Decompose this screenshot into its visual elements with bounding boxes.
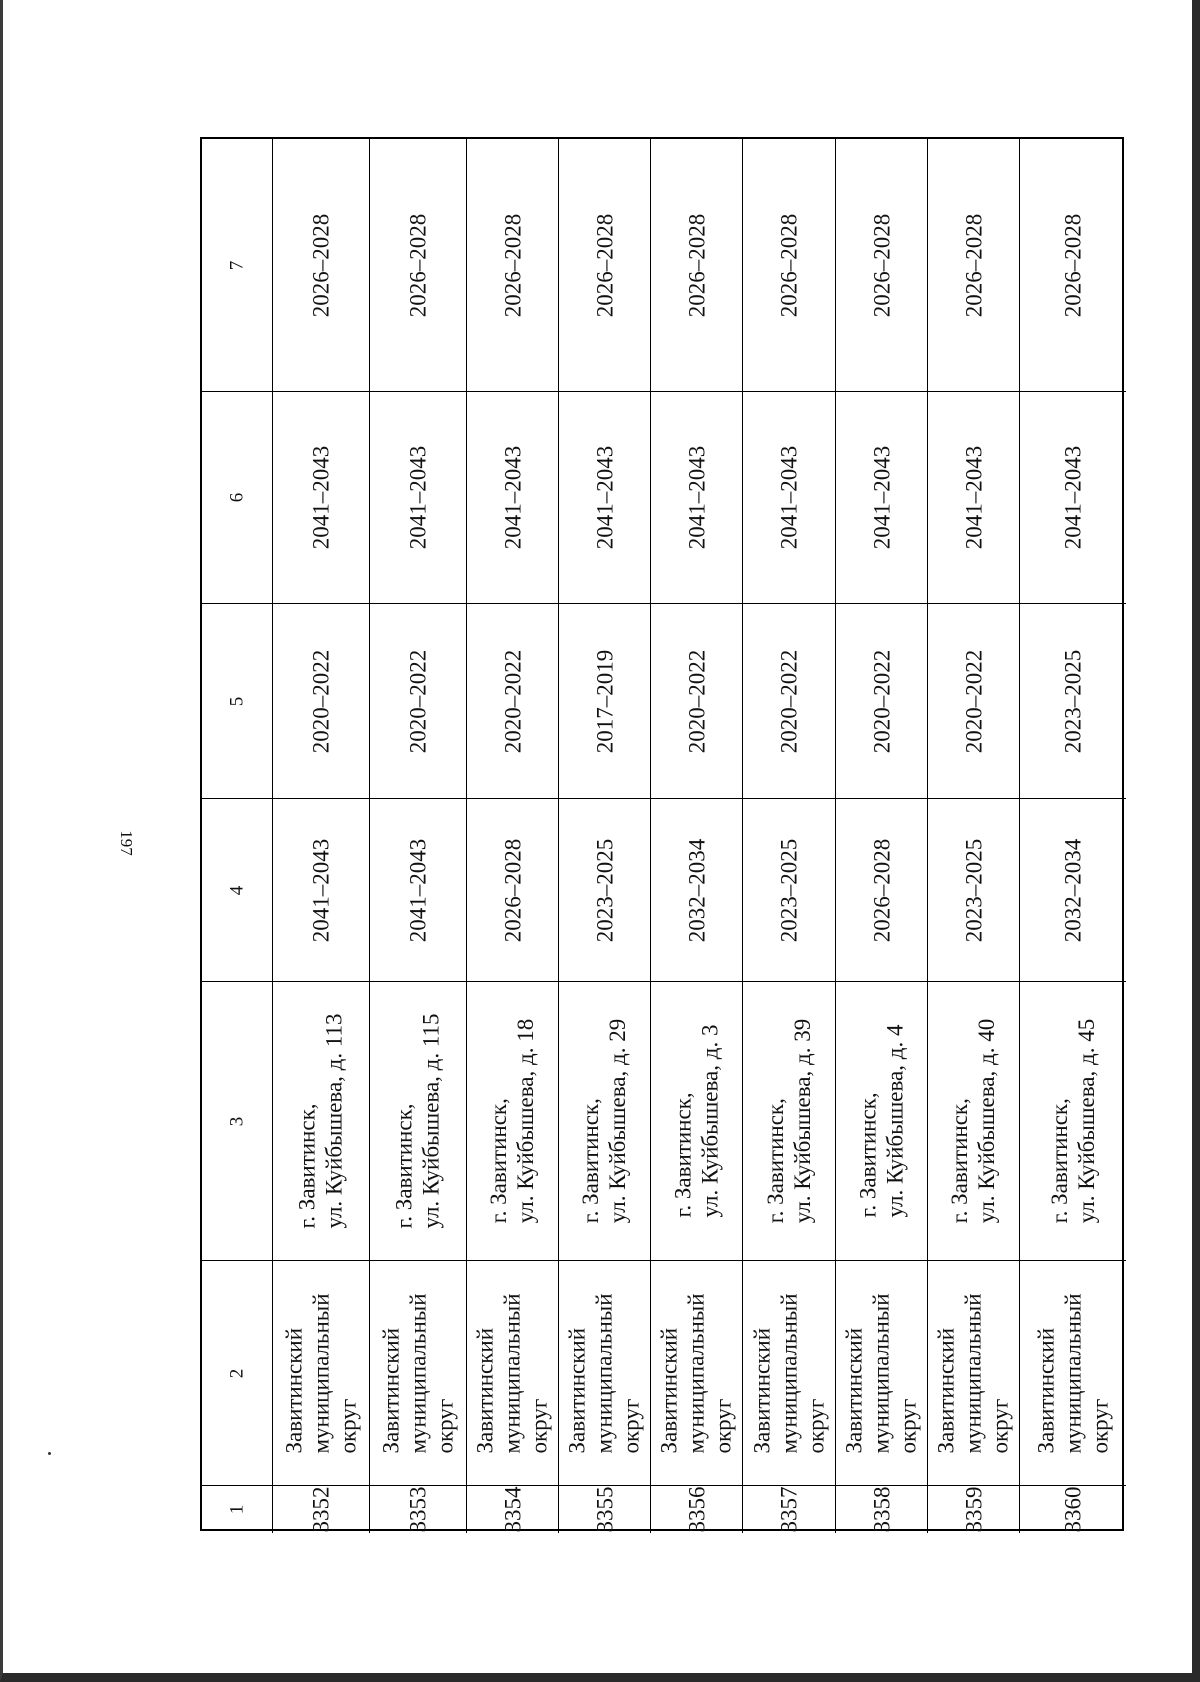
cell-line: Завитинский — [749, 1327, 775, 1454]
cell-line: 3355 — [592, 1486, 617, 1533]
cell-line: муниципальный — [405, 1292, 431, 1454]
cell-line: 4 — [226, 885, 248, 895]
table-cell-c4-text — [308, 838, 335, 942]
table-cell-c7 — [370, 139, 467, 392]
table-cell-id — [1020, 1486, 1126, 1533]
table-cell-c7 — [1020, 139, 1126, 392]
table-cell-address-text — [294, 1013, 348, 1228]
cell-line: г. Завитинск, — [855, 1092, 881, 1218]
column-header-6-text — [224, 493, 251, 503]
table-cell-address-text — [947, 1019, 1001, 1223]
cell-line: Завитинский — [473, 1327, 499, 1454]
cell-line: 2026–2028 — [869, 838, 894, 942]
cell-line: 2023–2025 — [1060, 649, 1086, 753]
cell-line: 2023–2025 — [961, 838, 986, 942]
cell-line: 2026–2028 — [500, 838, 525, 942]
table-cell-district-text — [281, 1293, 362, 1453]
cell-line: 3353 — [405, 1486, 431, 1533]
cell-line: 2041–2043 — [1060, 445, 1086, 550]
cell-line: г. Завитинск, — [486, 1098, 512, 1224]
table-cell-c6-text — [591, 446, 618, 550]
table-cell-c6-text — [868, 446, 895, 550]
cell-line: 2026–2028 — [308, 213, 334, 317]
table-cell-c7 — [273, 139, 370, 392]
cell-line: 3 — [226, 1116, 248, 1126]
table-cell-c4-text — [405, 838, 432, 942]
table-cell-c5-text — [405, 649, 432, 753]
table-cell-district-text — [933, 1293, 1014, 1453]
table-cell-c4-text — [499, 838, 526, 942]
table-cell-district — [928, 1261, 1020, 1486]
table-cell-district-text — [1033, 1293, 1114, 1453]
table-cell-district-text — [472, 1293, 553, 1453]
table-cell-c7 — [836, 139, 928, 392]
table-cell-address-text — [486, 1019, 540, 1223]
cell-line: 2041–2043 — [684, 445, 709, 550]
table-cell-c4 — [559, 799, 651, 982]
table-cell-address-text — [670, 1025, 724, 1218]
cell-line: 2020–2022 — [961, 649, 986, 753]
table-cell-c5-text — [683, 649, 710, 753]
table-cell-c4-text — [1060, 838, 1087, 942]
cell-line: ул. Куйбышева, д. 29 — [605, 1018, 631, 1224]
table-cell-district-text — [564, 1293, 645, 1453]
table-cell-c5-text — [1060, 649, 1087, 753]
cell-line: г. Завитинск, — [670, 1092, 696, 1218]
cell-line: Завитинский — [934, 1327, 960, 1454]
table-cell-c7-text — [776, 213, 803, 317]
table-cell-address — [743, 982, 836, 1261]
table-cell-c5 — [273, 604, 370, 799]
table-cell-c4-text — [960, 838, 987, 942]
table-cell-c7 — [559, 139, 651, 392]
table-cell-c5 — [467, 604, 559, 799]
table-cell-c6 — [370, 392, 467, 604]
table-cell-id — [559, 1486, 651, 1533]
table-cell-id-text — [591, 1487, 618, 1533]
table-cell-id-text — [405, 1487, 432, 1533]
table-cell-c5 — [651, 604, 743, 799]
cell-line: округ — [988, 1398, 1014, 1454]
cell-line: Завитинский — [565, 1327, 591, 1454]
cell-line: г. Завитинск, — [947, 1098, 973, 1224]
cell-line: 2026–2028 — [961, 213, 986, 317]
table-cell-c4 — [928, 799, 1020, 982]
cell-line: 6 — [226, 492, 248, 503]
cell-line: 2026–2028 — [776, 213, 802, 317]
table-cell-id — [743, 1486, 836, 1533]
data-table — [200, 137, 1124, 1531]
cell-line: округ — [1087, 1398, 1113, 1454]
table-cell-c6 — [559, 392, 651, 604]
table-cell-id-text — [308, 1487, 335, 1533]
table-cell-c4 — [836, 799, 928, 982]
cell-line: 2026–2028 — [684, 213, 709, 317]
cell-line: г. Завитинск, — [1047, 1098, 1072, 1224]
column-header-6 — [202, 392, 273, 604]
table-cell-district-text — [378, 1293, 459, 1453]
cell-line: 2026–2028 — [405, 213, 431, 317]
table-cell-c5 — [1020, 604, 1126, 799]
cell-line: 3357 — [776, 1486, 802, 1533]
cell-line: муниципальный — [961, 1292, 987, 1454]
cell-line: округ — [527, 1398, 553, 1454]
table-cell-district — [273, 1261, 370, 1486]
table-cell-c6 — [836, 392, 928, 604]
column-header-3 — [202, 982, 273, 1261]
cell-line: 2032–2034 — [1060, 838, 1086, 942]
column-header-7 — [202, 139, 273, 392]
table-cell-c4 — [273, 799, 370, 982]
table-cell-address-text — [855, 1025, 909, 1218]
cell-line: 2041–2043 — [405, 838, 431, 942]
table-cell-c6-text — [499, 446, 526, 550]
table-cell-district — [559, 1261, 651, 1486]
table-cell-c7-text — [405, 213, 432, 317]
cell-line: 2026–2028 — [500, 213, 525, 317]
cell-line: г. Завитинск, — [295, 1103, 321, 1229]
table-cell-c6 — [651, 392, 743, 604]
cell-line: 2032–2034 — [684, 838, 709, 942]
table-cell-id — [467, 1486, 559, 1533]
cell-line: 2041–2043 — [592, 445, 617, 550]
table-cell-c5-text — [499, 649, 526, 753]
table-cell-district-text — [841, 1293, 922, 1453]
table-cell-c6-text — [776, 446, 803, 550]
table-cell-c5-text — [868, 649, 895, 753]
table-cell-c7 — [928, 139, 1020, 392]
cell-line: 5 — [226, 696, 248, 706]
cell-line: Завитинский — [281, 1327, 307, 1454]
cell-line: ул. Куйбышева, д. 39 — [790, 1018, 815, 1224]
cell-line: 1 — [226, 1504, 248, 1515]
scan-speck — [48, 1452, 51, 1455]
table-cell-c5 — [836, 604, 928, 799]
table-cell-c5-text — [776, 649, 803, 753]
cell-line: 2023–2025 — [592, 838, 617, 942]
cell-line: ул. Куйбышева, д. 113 — [322, 1013, 348, 1229]
table-cell-c5-text — [960, 649, 987, 753]
cell-line: муниципальный — [592, 1292, 618, 1454]
column-header-3-text — [224, 1116, 251, 1126]
table-cell-id — [273, 1486, 370, 1533]
table-cell-id-text — [1060, 1487, 1087, 1533]
cell-line: 3358 — [869, 1486, 894, 1533]
table-cell-id-text — [499, 1487, 526, 1533]
table-cell-c6 — [1020, 392, 1126, 604]
cell-line: округ — [896, 1398, 922, 1454]
cell-line: 3356 — [684, 1486, 709, 1533]
column-header-2 — [202, 1261, 273, 1486]
table-cell-c7 — [651, 139, 743, 392]
table-cell-c6-text — [308, 446, 335, 550]
table-cell-id — [370, 1486, 467, 1533]
cell-line: 2020–2022 — [308, 649, 334, 753]
table-cell-address — [273, 982, 370, 1261]
cell-line: 2017–2019 — [592, 649, 617, 753]
cell-line: муниципальный — [684, 1292, 710, 1454]
table-cell-c4-text — [868, 838, 895, 942]
cell-line: 2026–2028 — [869, 213, 894, 317]
table-cell-c5 — [743, 604, 836, 799]
table-cell-id-text — [868, 1487, 895, 1533]
cell-line: г. Завитинск, — [392, 1103, 418, 1229]
cell-line: 2020–2022 — [776, 649, 802, 753]
column-header-2-text — [224, 1368, 251, 1378]
table-cell-c7-text — [499, 213, 526, 317]
cell-line: ул. Куйбышева, д. 115 — [419, 1013, 445, 1229]
table-cell-address-text — [762, 1019, 816, 1223]
cell-line: 2041–2043 — [500, 445, 525, 550]
cell-line: 3354 — [500, 1486, 525, 1533]
table-cell-c4 — [651, 799, 743, 982]
cell-line: 2 — [226, 1368, 248, 1378]
table-cell-id — [836, 1486, 928, 1533]
table-cell-id-text — [776, 1487, 803, 1533]
table-cell-c6 — [928, 392, 1020, 604]
cell-line: 2041–2043 — [308, 838, 334, 942]
cell-line: 2020–2022 — [405, 649, 431, 753]
cell-line: ул. Куйбышева, д. 3 — [697, 1024, 723, 1218]
table-cell-c6-text — [405, 446, 432, 550]
cell-line: 7 — [226, 260, 248, 270]
table-cell-address-text — [1046, 1019, 1100, 1223]
table-cell-c6-text — [683, 446, 710, 550]
cell-line: 2026–2028 — [1060, 213, 1086, 317]
cell-line: 2041–2043 — [776, 445, 802, 550]
cell-line: муниципальный — [1060, 1292, 1086, 1454]
table-cell-address — [836, 982, 928, 1261]
cell-line: округ — [803, 1398, 829, 1454]
cell-line: Завитинский — [1033, 1327, 1059, 1454]
table-cell-district — [836, 1261, 928, 1486]
cell-line: округ — [619, 1398, 645, 1454]
cell-line: муниципальный — [308, 1292, 334, 1454]
cell-line: округ — [711, 1398, 737, 1454]
table-cell-address-text — [578, 1019, 632, 1223]
table-cell-address — [559, 982, 651, 1261]
cell-line: 3360 — [1060, 1486, 1086, 1533]
cell-line: Завитинский — [378, 1327, 404, 1454]
table-cell-c6-text — [1060, 446, 1087, 550]
table-cell-address — [928, 982, 1020, 1261]
cell-line: муниципальный — [500, 1292, 526, 1454]
table-cell-id — [651, 1486, 743, 1533]
table-cell-district-text — [656, 1293, 737, 1453]
cell-line: 3352 — [308, 1486, 334, 1533]
table-cell-c7-text — [591, 213, 618, 317]
table-cell-c7-text — [960, 213, 987, 317]
table-cell-address — [467, 982, 559, 1261]
table-cell-c4 — [370, 799, 467, 982]
table-cell-c7-text — [1060, 213, 1087, 317]
table-cell-address — [370, 982, 467, 1261]
table-cell-c7-text — [683, 213, 710, 317]
cell-line: 2020–2022 — [500, 649, 525, 753]
table-cell-address-text — [391, 1013, 445, 1228]
cell-line: Завитинский — [842, 1327, 868, 1454]
table-cell-id — [928, 1486, 1020, 1533]
table-cell-district — [467, 1261, 559, 1486]
table-cell-district — [1020, 1261, 1126, 1486]
table-cell-c5 — [928, 604, 1020, 799]
table-cell-district — [370, 1261, 467, 1486]
table-cell-address — [1020, 982, 1126, 1261]
table-cell-c6 — [467, 392, 559, 604]
column-header-5-text — [224, 696, 251, 706]
cell-line: 2041–2043 — [308, 445, 334, 550]
table-cell-id-text — [960, 1487, 987, 1533]
table-cell-c6-text — [960, 446, 987, 550]
cell-line: ул. Куйбышева, д. 45 — [1074, 1018, 1099, 1224]
table-cell-c4-text — [683, 838, 710, 942]
cell-line: 2020–2022 — [684, 649, 709, 753]
cell-line: 2041–2043 — [405, 445, 431, 550]
cell-line: 2041–2043 — [961, 445, 986, 550]
table-cell-c7 — [467, 139, 559, 392]
cell-line: г. Завитинск, — [578, 1098, 604, 1224]
table-cell-district-text — [749, 1293, 830, 1453]
cell-line: ул. Куйбышева, д. 40 — [974, 1018, 1000, 1224]
cell-line: Завитинский — [657, 1327, 683, 1454]
table-cell-c4 — [1020, 799, 1126, 982]
cell-line: ул. Куйбышева, д. 18 — [513, 1018, 539, 1224]
table-cell-c5-text — [308, 649, 335, 753]
table-cell-c7-text — [308, 213, 335, 317]
column-header-5 — [202, 604, 273, 799]
table-cell-id-text — [683, 1487, 710, 1533]
cell-line: 2020–2022 — [869, 649, 894, 753]
column-header-4-text — [224, 885, 251, 895]
table-cell-c4 — [467, 799, 559, 982]
table-cell-c7 — [743, 139, 836, 392]
cell-line: ул. Куйбышева, д. 4 — [882, 1024, 908, 1218]
table-cell-district — [743, 1261, 836, 1486]
table-cell-c6 — [743, 392, 836, 604]
table-cell-c4-text — [776, 838, 803, 942]
cell-line: 2041–2043 — [869, 445, 894, 550]
cell-line: 3359 — [961, 1486, 986, 1533]
cell-line: муниципальный — [776, 1292, 802, 1454]
table-cell-district — [651, 1261, 743, 1486]
table-cell-address — [651, 982, 743, 1261]
table-cell-c5-text — [591, 649, 618, 753]
table-cell-c5 — [559, 604, 651, 799]
column-header-7-text — [224, 260, 251, 270]
cell-line: 2026–2028 — [592, 213, 617, 317]
column-header-4 — [202, 799, 273, 982]
cell-line: 2023–2025 — [776, 838, 802, 942]
column-header-1-text — [224, 1505, 251, 1515]
cell-line: г. Завитинск, — [763, 1098, 788, 1224]
table-cell-c4-text — [591, 838, 618, 942]
table-cell-c7-text — [868, 213, 895, 317]
table-cell-c6 — [273, 392, 370, 604]
table-cell-c4 — [743, 799, 836, 982]
column-header-1 — [202, 1486, 273, 1533]
table-cell-c5 — [370, 604, 467, 799]
page-number: 197 — [117, 830, 136, 856]
cell-line: муниципальный — [869, 1292, 895, 1454]
cell-line: округ — [432, 1398, 458, 1454]
cell-line: округ — [335, 1398, 361, 1454]
